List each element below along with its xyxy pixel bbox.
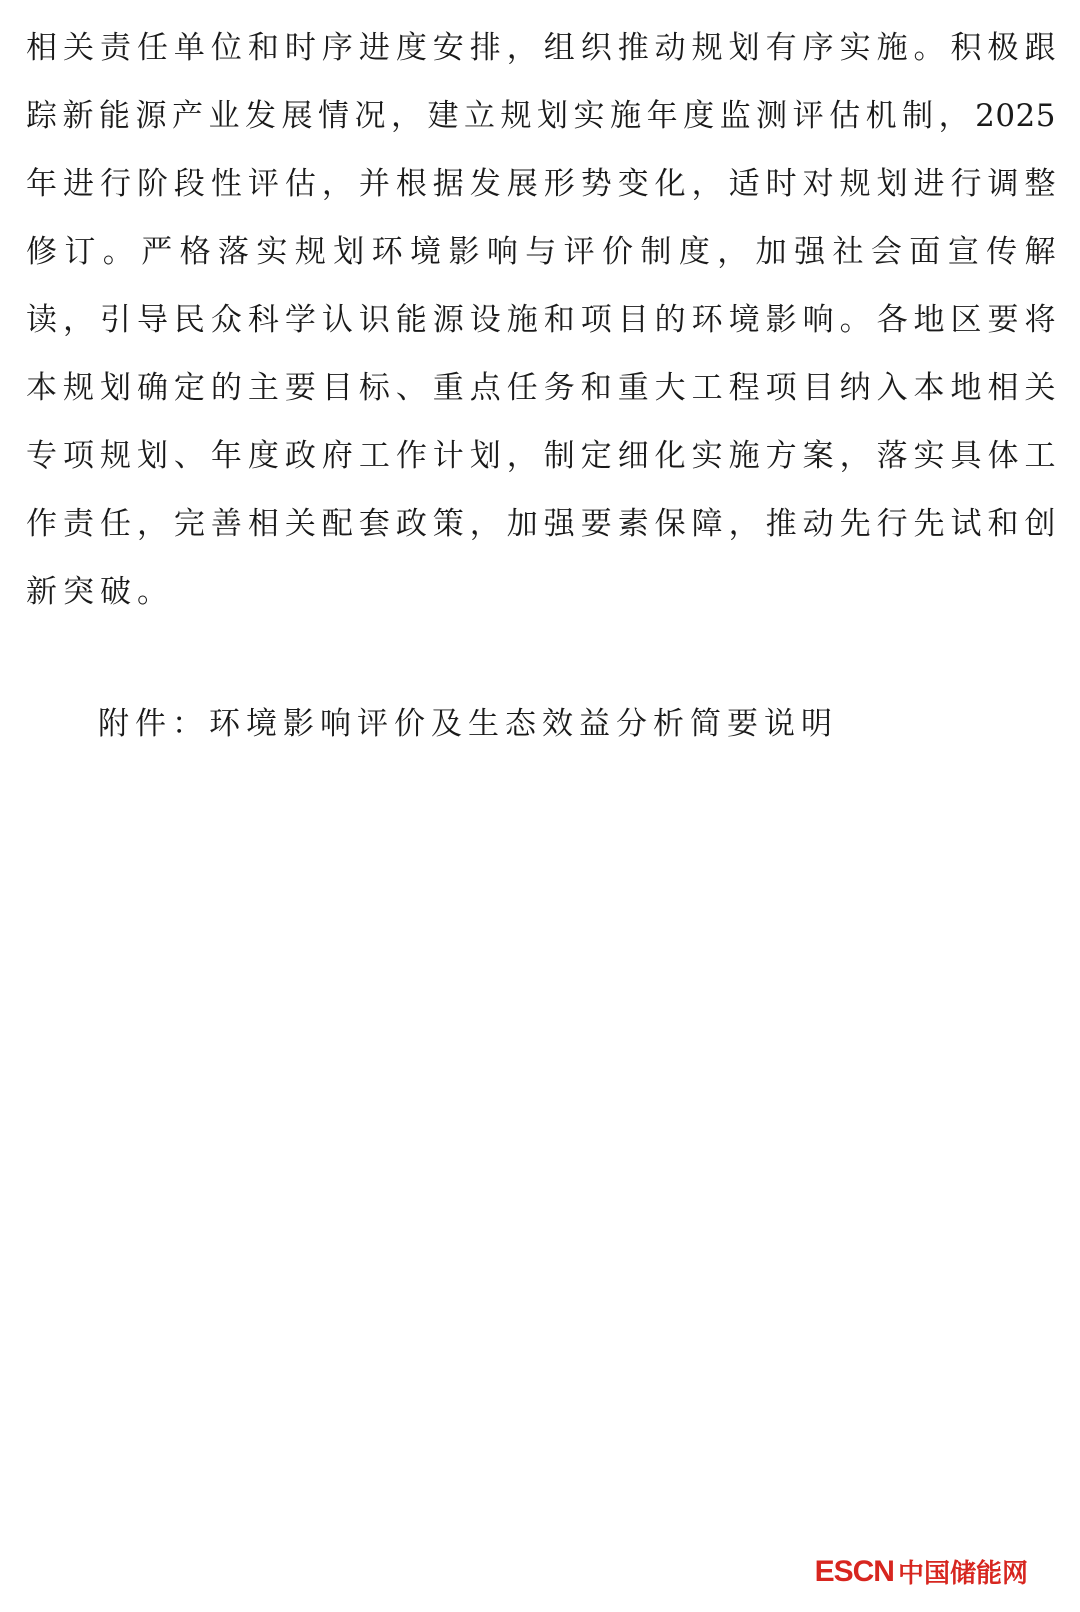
paragraph-line: 年进行阶段性评估，并根据发展形势变化，适时对规划进行调整 [26, 166, 1056, 202]
paragraph-line: 相关责任单位和时序进度安排，组织推动规划有序实施。积极跟 [26, 30, 1056, 66]
paragraph-line: 新突破。 [26, 574, 174, 610]
paragraph-line: 踪新能源产业发展情况，建立规划实施年度监测评估机制，2025 [26, 98, 1056, 134]
paragraph-line: 修订。严格落实规划环境影响与评价制度，加强社会面宣传解 [26, 234, 1056, 270]
attachment-note: 附件：环境影响评价及生态效益分析简要说明 [98, 706, 838, 742]
body-paragraph [26, 14, 1056, 626]
logo-latin-text: ESCN [814, 1554, 894, 1588]
paragraph-line: 读，引导民众科学认识能源设施和项目的环境影响。各地区要将 [26, 302, 1056, 338]
paragraph-line: 作责任，完善相关配套政策，加强要素保障，推动先行先试和创 [26, 506, 1056, 542]
paragraph-line: 专项规划、年度政府工作计划，制定细化实施方案，落实具体工 [26, 438, 1056, 474]
logo-chinese-text: 中国储能网 [897, 1558, 1028, 1588]
escn-watermark-logo [815, 1553, 1028, 1590]
paragraph-line: 本规划确定的主要目标、重点任务和重大工程项目纳入本地相关 [26, 370, 1056, 406]
